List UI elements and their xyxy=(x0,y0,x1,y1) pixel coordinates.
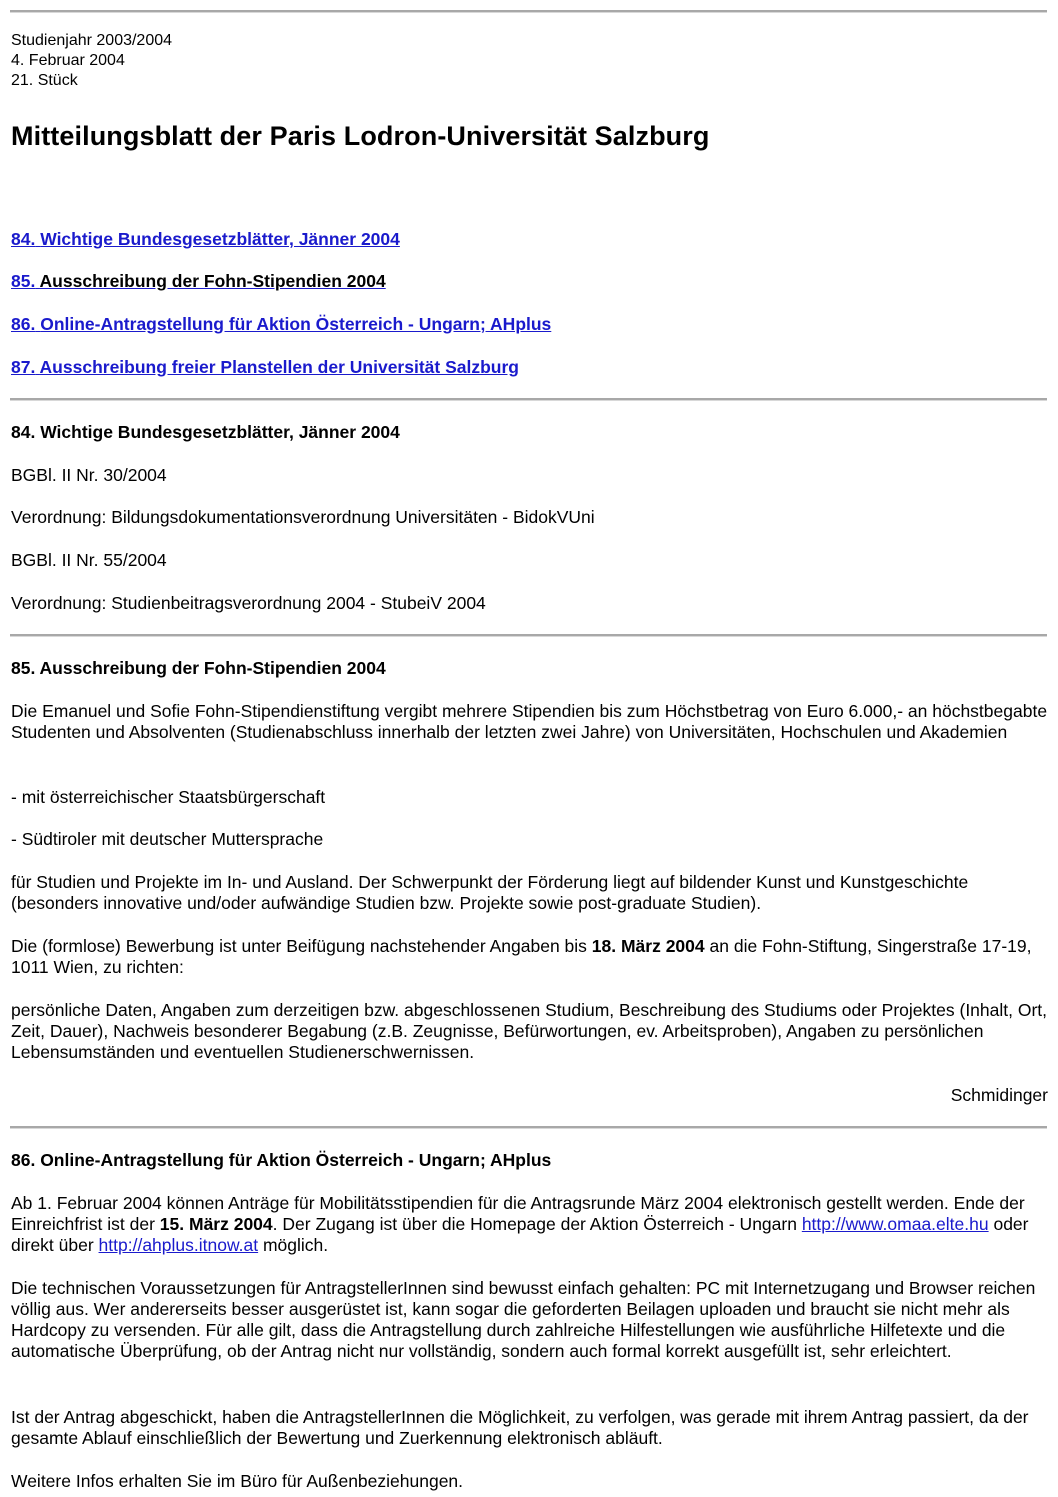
section-84-line: Verordnung: Studienbeitragsverordnung 2004 - StubeiV 2004 xyxy=(11,593,486,613)
section-rule xyxy=(10,398,1047,401)
signature: Schmidinger xyxy=(950,1085,1048,1105)
toc-link-87[interactable]: 87. Ausschreibung freier Planstellen der Universität Salzburg xyxy=(11,357,519,377)
toc-link-84[interactable]: 84. Wichtige Bundesgesetzblätter, Jänner 2004 xyxy=(11,229,400,249)
toc-link-85[interactable]: 85. Ausschreibung der Fohn-Stipendien 2004 xyxy=(11,271,386,291)
ahplus-link[interactable]: http://ahplus.itnow.at xyxy=(98,1235,259,1255)
section-86-paragraph: Die technischen Voraussetzungen für AntragstellerInnen sind bewusst einfach gehalten: PC mit Internetzugang und Browser reichen völlig aus. Wer andererseits besser ausgerüstet ist, kann sogar die geforderten Beilagen uploaden und braucht sie nicht mehr als Hardcopy zu versenden. Für alle gilt, dass die Antragstellung durch zahlreiche Hilfestellungen wie ausführliche Hilfetexte und die automatische Überprüfung, ob der Antrag nicht nur vollständig, sondern auch formal korrekt ausgefüllt ist, sehr erleichtert. xyxy=(11,1278,1036,1361)
page-title: Mitteilungsblatt der Paris Lodron-Universität Salzburg xyxy=(11,121,710,151)
section-rule xyxy=(10,1126,1047,1129)
section-85-paragraph: Die Emanuel und Sofie Fohn-Stipendienstiftung vergibt mehrere Stipendien bis zum Höchstbetrag von Euro 6.000,- an höchstbegabte Studenten und Absolventen (Studienabschluss innerhalb der letzten zwei Jahre) von Universitäten, Hochschulen und Akademien xyxy=(11,701,1048,742)
section-86-paragraph: Ab 1. Februar 2004 können Anträge für Mobilitätsstipendien für die Antragsrunde März 2004 elektronisch gestellt werden. Ende der Einreichfrist ist der 15. März 2004. Der Zugang ist über die Homepage der Aktion Österreich - Ungarn http://www.omaa.elte.hu oder direkt über http://ahplus.itnow.at möglich. xyxy=(11,1193,1029,1255)
section-85-bullet: - mit österreichischer Staatsbürgerschaft xyxy=(11,787,326,807)
section-86-heading: 86. Online-Antragstellung für Aktion Österreich - Ungarn; AHplus xyxy=(11,1150,552,1170)
top-rule xyxy=(10,10,1047,13)
issue-date: 4. Februar 2004 xyxy=(11,52,125,69)
omaa-link[interactable]: http://www.omaa.elte.hu xyxy=(801,1214,989,1234)
study-year: Studienjahr 2003/2004 xyxy=(11,32,173,49)
section-85-paragraph: für Studien und Projekte im In- und Ausland. Der Schwerpunkt der Förderung liegt auf bildender Kunst und Kunstgeschichte (besonders innovative und/oder aufwändige Studien bzw. Projekte sowie post-graduate Studien). xyxy=(11,872,969,913)
section-84-line: BGBl. II Nr. 55/2004 xyxy=(11,550,167,570)
section-84-line: Verordnung: Bildungsdokumentationsverordnung Universitäten - BidokVUni xyxy=(11,507,595,527)
section-85-bullet: - Südtiroler mit deutscher Muttersprache xyxy=(11,829,324,849)
section-84-heading: 84. Wichtige Bundesgesetzblätter, Jänner 2004 xyxy=(11,422,400,442)
section-86-paragraph: Weitere Infos erhalten Sie im Büro für Außenbeziehungen. xyxy=(11,1471,464,1491)
section-86-paragraph: Ist der Antrag abgeschickt, haben die AntragstellerInnen die Möglichkeit, zu verfolgen, was gerade mit ihrem Antrag passiert, da der gesamte Ablauf einschließlich der Bewertung und Zuerkennung elektronisch abläuft. xyxy=(11,1407,1029,1448)
toc-item-85 xyxy=(11,271,386,292)
section-rule xyxy=(10,634,1047,637)
section-85-deadline-paragraph: Die (formlose) Bewerbung ist unter Beifügung nachstehender Angaben bis 18. März 2004 an die Fohn-Stiftung, Singerstraße 17-19, 1011 Wien, zu richten: xyxy=(11,936,1032,977)
section-85-paragraph: persönliche Daten, Angaben zum derzeitigen bzw. abgeschlossenen Studium, Beschreibung des Studiums oder Projektes (Inhalt, Ort, Zeit, Dauer), Nachweis besonderer Begabung (z.B. Zeugnisse, Befürwortungen, ev. Arbeitsproben), Angaben zu persönlichen Lebensumständen und eventuellen Studienerschwernissen. xyxy=(11,1000,1048,1062)
toc-item-87 xyxy=(11,357,519,378)
toc-item-86 xyxy=(11,314,551,335)
deadline-date: 15. März 2004 xyxy=(159,1214,273,1234)
toc-item-84 xyxy=(11,229,400,250)
issue-number: 21. Stück xyxy=(11,72,78,89)
section-85-heading: 85. Ausschreibung der Fohn-Stipendien 2004 xyxy=(11,658,386,678)
section-84-line: BGBl. II Nr. 30/2004 xyxy=(11,465,167,485)
toc-link-86[interactable]: 86. Online-Antragstellung für Aktion Österreich - Ungarn; AHplus xyxy=(11,314,552,334)
deadline-date: 18. März 2004 xyxy=(591,936,705,956)
